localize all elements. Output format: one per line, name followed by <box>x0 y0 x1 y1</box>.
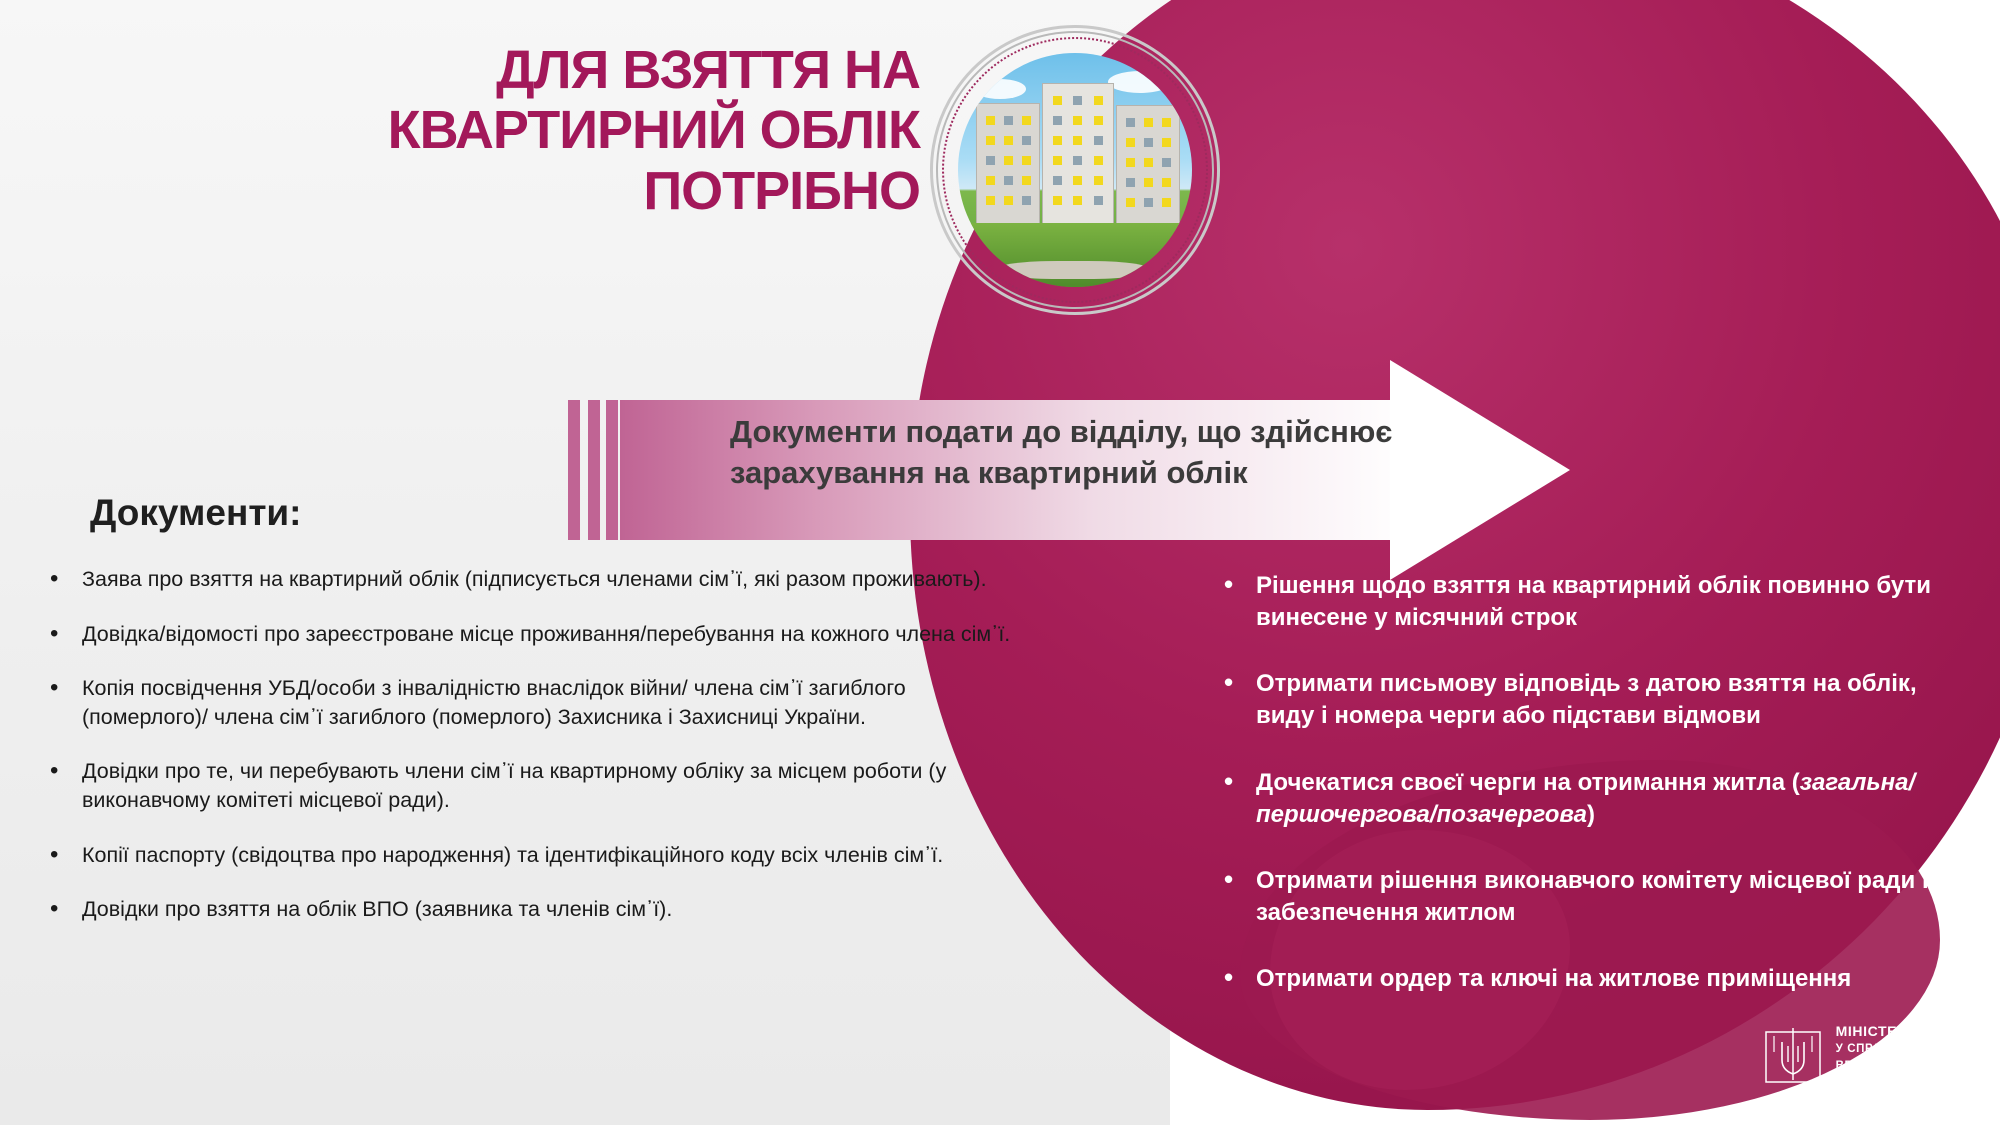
arrow-tail-stripe <box>568 400 580 540</box>
documents-heading: Документи: <box>90 492 302 533</box>
list-item: • Отримати рішення виконавчого комітету місцевої ради про забезпечення житлом <box>1210 865 1970 929</box>
logo-line-2: У СПРАВАХ <box>1835 1042 1907 1055</box>
lawn-area <box>958 223 1192 287</box>
arrow-tail-stripe <box>588 400 600 540</box>
logo-line-4: УКРАЇНИ <box>1835 1076 1889 1089</box>
title-line-1: ДЛЯ ВЗЯТТЯ НА <box>496 40 920 100</box>
building-photo-medallion <box>930 25 1220 315</box>
list-item: • Копії паспорту (свідоцтва про народження) та ідентифікаційного коду всіх членів сім᾽ї. <box>30 841 1030 870</box>
list-item: • Отримати ордер та ключі на житлове приміщення <box>1210 963 1970 995</box>
list-item: • Довідки про те, чи перебувають члени сім᾽ї на квартирному обліку за місцем роботи (у виконавчому комітеті місцевої ради). <box>30 757 1030 814</box>
slide-title <box>300 40 920 221</box>
logo-line-1: МІНІСТЕРСТВО <box>1835 1022 1948 1039</box>
residential-building-photo <box>958 53 1192 287</box>
walkway <box>998 261 1148 279</box>
list-item: • Копія посвідчення УБД/особи з інвалідністю внаслідок війни/ члена сім᾽ї загиблого (померлого)/ члена сім᾽ї загиблого (померлого) Захисника і Захисниці України. <box>30 674 1030 731</box>
list-item: • Довідки про взяття на облік ВПО (заявника та членів сім᾽ї). <box>30 895 1030 924</box>
results-list <box>1210 570 1970 1029</box>
title-line-3: ПОТРІБНО <box>643 160 920 221</box>
process-arrow <box>560 370 1600 570</box>
list-item: • Заява про взяття на квартирний облік (підписується членами сім᾽ї, які разом проживають). <box>30 565 1030 594</box>
building-block <box>1116 105 1180 225</box>
ministry-logo-text <box>1836 1021 1948 1091</box>
list-item: • Дочекатися своєї черги на отримання житла (загальна/першочергова/позачергова) <box>1210 767 1970 831</box>
cloud-shape <box>1108 71 1172 93</box>
list-item: • Довідка/відомості про зареєстроване місце проживання/перебування на кожного члена сім᾽ї. <box>30 620 1030 649</box>
logo-line-3: ВЕТЕРАНІВ <box>1835 1059 1907 1072</box>
list-item: • Отримати письмову відповідь з датою взяття на облік, виду і номера черги або підстави відмови <box>1210 668 1970 732</box>
documents-list <box>30 565 1030 950</box>
arrow-tail-stripe <box>606 400 618 540</box>
title-line-2: КВАРТИРНИЙ ОБЛІК <box>387 100 920 161</box>
arrow-caption: Документи подати до відділу, що здійснює зарахування на квартирний облік <box>730 414 1393 490</box>
trident-emblem-icon <box>1762 1022 1824 1090</box>
ministry-logo <box>1762 1021 1948 1091</box>
list-item: • Рішення щодо взяття на квартирний облік повинно бути винесене у місячний строк <box>1210 570 1970 634</box>
building-block <box>1042 83 1114 225</box>
building-block <box>976 103 1040 225</box>
cloud-shape <box>974 79 1026 99</box>
